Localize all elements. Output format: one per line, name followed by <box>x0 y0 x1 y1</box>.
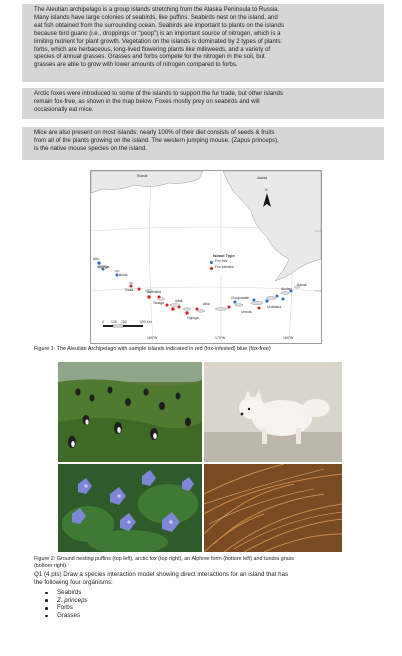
place-label: Atka <box>203 302 210 306</box>
place-label: Unalaska <box>267 305 282 309</box>
place-label: Buldir <box>119 273 128 277</box>
tundra-grass-photo <box>204 464 342 552</box>
arctic-fox-photo <box>204 362 342 462</box>
legend-fox-infested-swatch <box>210 267 213 270</box>
intro-paragraph: The Aleutian archipelago is a group islands stretching from the Alaska Peninsula to Russia. Many islands have large colonies of seabirds, like puffins. Seabirds nest on the island, and eat fish obtained from the surrounding ocean. Seabirds are important to plants on the islands because bird guano (i.e., droppings or "poop") is an important source of nitrogen, which is a limiting nutrient for plant growth. Vegetation on the islands is dominated by 2 types of plants: forbs, which are herbaceous, long-lived flowering plants like milkweeds, and a variety of species of annual grasses. Grasses and forbs compete for the nitrogen in the soil, but grasses are able to grow with lower amounts of nitrogen compared to forbs. <box>34 6 284 69</box>
place-label: Shemya <box>97 265 110 269</box>
place-label: Kiska <box>125 288 134 292</box>
place-label: Tanaga <box>153 301 165 305</box>
question-line: Q1 (4 pts) Draw a species interaction model showing direct interactions for an island that has <box>34 571 289 578</box>
place-label: Adak <box>175 299 183 303</box>
figure2-caption <box>34 556 380 569</box>
map-label-alaska: Alaska <box>257 176 268 180</box>
fox-paragraph: Arctic foxes were introduced to some of the islands to support the fur trade, but other islands remain fox-free, as shown in the map below. Foxes mostly prey on seabirds and will occasionally eat mice. <box>34 90 283 113</box>
list-item-forbs: Forbs <box>44 604 88 612</box>
longitude-label: 170°W <box>215 336 226 340</box>
place-label: Akutan <box>281 287 292 291</box>
map-label-russia: Russia <box>137 174 148 178</box>
scale-label: 500 Km <box>140 320 152 324</box>
legend-title: Island Type <box>213 253 235 258</box>
list-item-seabirds: Seabirds <box>44 589 88 597</box>
scale-label: 0 <box>102 320 104 324</box>
place-label: Sanak <box>297 283 307 287</box>
puffins-photo <box>58 362 202 462</box>
list-item-z-princeps: Z. princeps <box>44 597 88 605</box>
aleutian-map <box>90 170 322 344</box>
place-label: Ogliuga <box>187 316 199 320</box>
alpine-forb-photo <box>58 464 202 552</box>
legend-fox-infested-label: Fox-infested <box>215 265 234 269</box>
map-graphic <box>91 171 321 343</box>
legend-fox-free-swatch <box>210 261 213 264</box>
list-item-grasses: Grasses <box>44 612 88 620</box>
scale-label: 250 <box>121 320 127 324</box>
figure2-caption-line: Figure 2: Ground nesting puffins (top left), arctic fox (top right), an Alphine form (bottom left) and tundra grass <box>34 556 294 562</box>
map-legend <box>209 252 247 275</box>
place-label: Amchitka <box>147 290 161 294</box>
mice-paragraph: Mice are also present on most islands; nearly 100% of their diet consists of seeds & fruits from all of the plants growing on the island. The western jumping mouse, (Zapus princeps), is the native mouse species on the island. <box>34 129 279 152</box>
longitude-label: 180°W <box>147 336 158 340</box>
place-label: Umnak <box>241 310 252 314</box>
place-label: Attu <box>93 257 100 261</box>
place-label: Chuginadak <box>231 296 250 300</box>
question-1 <box>34 571 374 586</box>
organism-list <box>44 589 88 620</box>
question-line: the following four organisms: <box>34 578 113 586</box>
longitude-label: 160°W <box>283 336 294 340</box>
north-label: N <box>265 188 268 192</box>
legend-fox-free-label: Fox-free <box>215 259 228 263</box>
scale-label: 125 <box>111 320 117 324</box>
figure1-caption: Figure 1: The Aleutian Archipelago with sample islands indicated in red (fox-infested) blue (fox-free) <box>34 346 271 352</box>
figure2-caption-line: (bottom right). <box>34 562 68 569</box>
